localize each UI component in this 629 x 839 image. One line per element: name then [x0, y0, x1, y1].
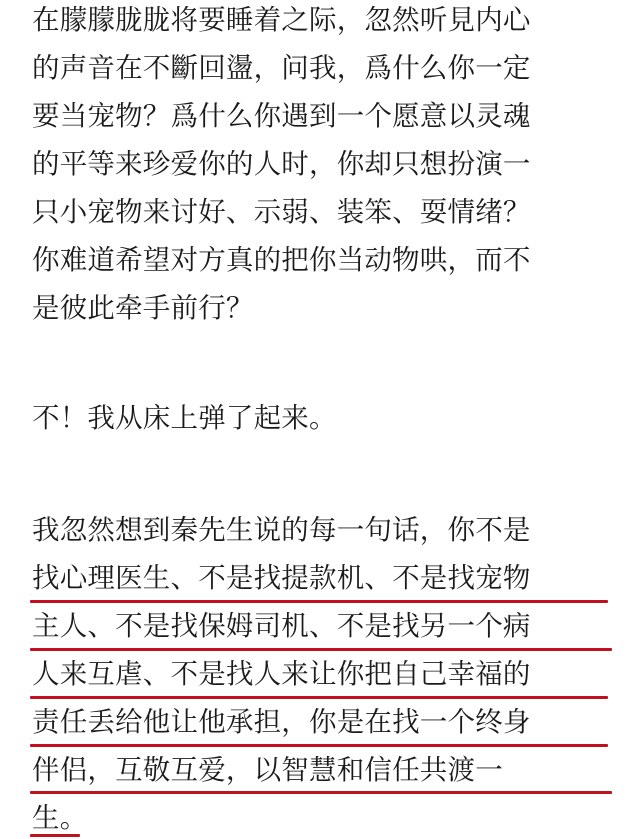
- highlighted-line: 找心理医生、不是找提款机、不是找宠物: [32, 562, 531, 594]
- red-underline: [30, 834, 80, 837]
- highlighted-line: 生。: [32, 802, 88, 834]
- text-line: 你难道希望对方真的把你当动物哄，而不: [32, 244, 531, 276]
- red-underline: [30, 696, 608, 699]
- red-underline: [30, 600, 608, 603]
- highlighted-line: 伴侣，互敬互爱，以智慧和信任共渡一: [32, 754, 503, 786]
- text-line: 我忽然想到秦先生说的每一句话，你不是: [32, 514, 531, 546]
- text-line: 是彼此牵手前行？: [32, 292, 254, 324]
- text-line: 的平等来珍爱你的人时，你却只想扮演一: [32, 148, 531, 180]
- text-line: 要当宠物？爲什么你遇到一个愿意以灵魂: [32, 100, 531, 132]
- highlighted-line: 责任丢给他让他承担，你是在找一个终身: [32, 706, 531, 738]
- red-underline: [30, 791, 612, 794]
- text-line: 的声音在不斷回盪，问我，爲什么你一定: [32, 52, 531, 84]
- highlighted-line: 人来互虐、不是找人来让你把自己幸福的: [32, 658, 531, 690]
- red-underline: [30, 744, 608, 747]
- text-line: 只小宠物来讨好、示弱、装笨、耍情绪？: [32, 196, 531, 228]
- text-line: 在朦朦胧胧将要睡着之际，忽然听見内心: [32, 4, 531, 36]
- text-line: 不！我从床上弹了起来。: [32, 402, 337, 434]
- red-underline: [30, 648, 612, 651]
- highlighted-line: 主人、不是找保姆司机、不是找另一个病: [32, 610, 531, 642]
